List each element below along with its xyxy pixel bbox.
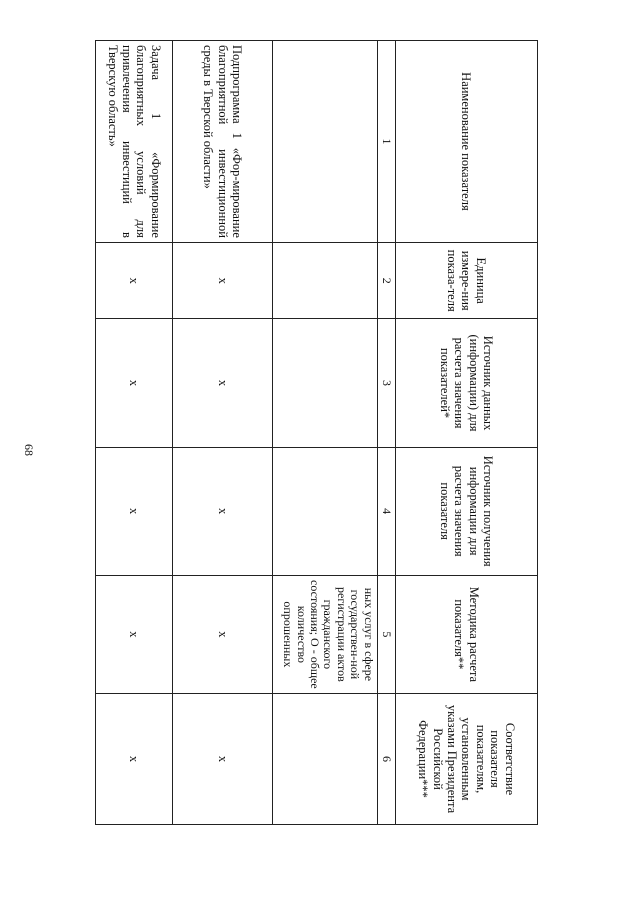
table-cell-empty [273,694,377,825]
table-cell: х [96,694,173,825]
table-row-continuation [273,41,377,825]
subprogram-name: Подпрограмма 1 «Фор-мирование благоприятной инвестиционной среды в Тверской области» [173,41,273,243]
table-cell: х [173,242,273,319]
table-cell: х [173,319,273,447]
table-cell: х [96,447,173,575]
column-number: 2 [377,242,395,319]
table-header-row [395,41,537,825]
header-indicator-name: Наименование показателя [395,41,537,243]
header-compliance: Соответствие показателя показателям, установленным указами Президента Российской Федерации*** [395,694,537,825]
table-row [96,41,173,825]
table-cell-empty [273,319,377,447]
table-cell-empty [273,41,377,243]
indicators-table [95,40,538,825]
column-number: 3 [377,319,395,447]
table-cell: х [173,575,273,693]
table-cell-empty [273,242,377,319]
column-number-row [377,41,395,825]
column-number: 6 [377,694,395,825]
method-continuation-text: ных услуг в сфере государствен-ной регистрации актов гражданского состояния; О - общее количество опрошенных [273,575,377,693]
header-unit: Единица измере-ния показа-теля [395,242,537,319]
table-cell: х [173,447,273,575]
table-row [173,41,273,825]
table-cell: х [96,242,173,319]
table-cell-empty [273,447,377,575]
header-method: Методика расчета показателя** [395,575,537,693]
page-number: 68 [22,444,36,456]
table-cell: х [96,319,173,447]
table-cell: х [96,575,173,693]
column-number: 4 [377,447,395,575]
table-cell: х [173,694,273,825]
indicators-table-container [95,40,538,825]
header-info-source: Источник получения информации для расчета значения показателя [395,447,537,575]
task-name: Задача 1 «Формирование благоприятных условий для привлечения инвестиций в Тверскую область» [96,41,173,243]
header-data-source: Источник данных (информации) для расчета значения показателей* [395,319,537,447]
column-number: 1 [377,41,395,243]
column-number: 5 [377,575,395,693]
